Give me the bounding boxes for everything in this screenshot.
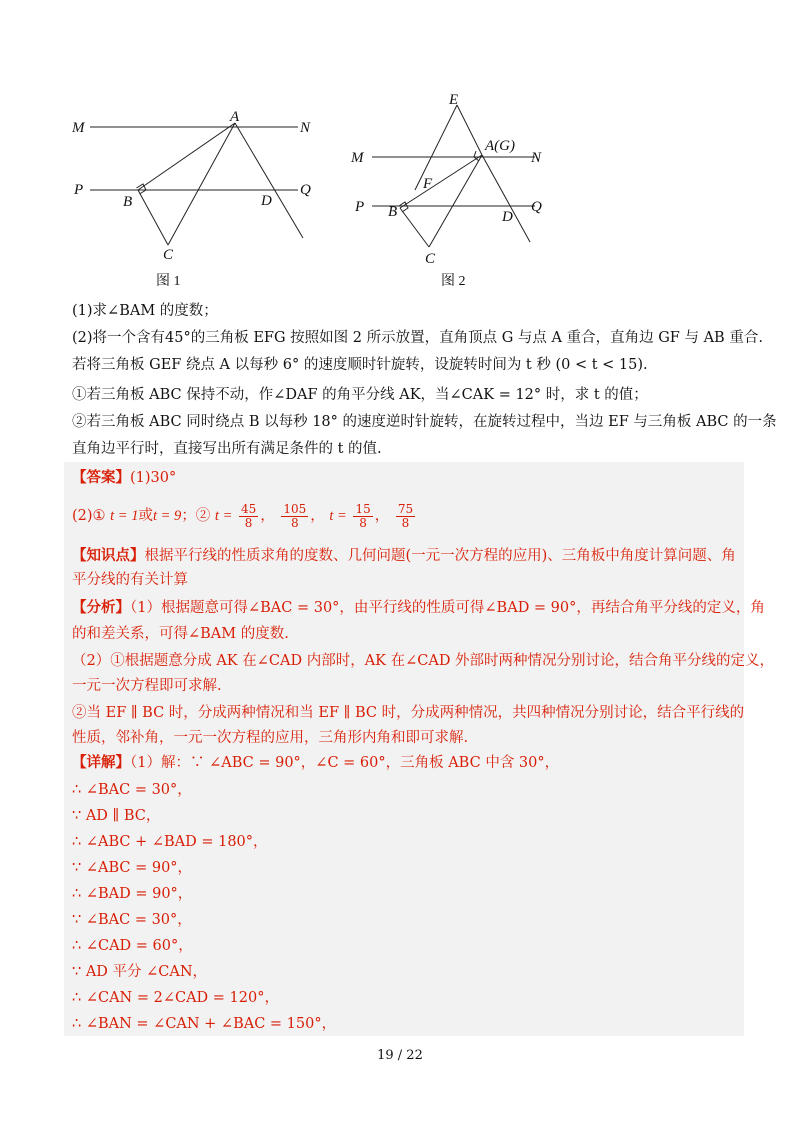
label-q-2: Q [531,199,542,215]
figure-2-svg [345,90,565,300]
knowledge-line-2: 平分线的有关计算 [72,572,188,588]
fraction-45-8: $\frac{45}{8}$ [240,501,257,530]
comma-2: ， [310,508,325,524]
page-number: 19 / 22 [377,1048,423,1063]
question-2-line-2: 若将三角板 GEF 绕点 A 以每秒 6° 的速度顺时针旋转，设旋转时间为 t 秒 (0 < t < 15). [72,357,648,373]
figure-1 [60,95,320,295]
question-2-line-1: (2)将一个含有45°的三角板 EFG 按照如图 2 所示放置，直角顶点 G 与点 A 重合，直角边 GF 与 AB 重合. [72,330,763,346]
answer-1: (1)30° [130,470,177,486]
analysis-line-2: 的和差关系，可得∠BAM 的度数. [72,626,289,642]
answer-t-1: t = 1 [110,508,139,524]
answer-2-mid: ；② [181,508,215,524]
knowledge-text-1: 根据平行线的性质求角的度数、几何问题(一元一次方程的应用)、三角板中角度计算问题、角 [144,548,736,564]
answer-line-1 [72,468,740,488]
label-m-2: M [351,150,364,166]
label-d-2: D [502,209,513,225]
answer-label: 【答案】 [72,469,130,486]
detail-step: ∴ ∠ABC + ∠BAD = 180°， [72,834,268,850]
answer-2-prefix: (2)① [72,508,111,524]
fraction-15-8: $\frac{15}{8}$ [355,501,371,530]
label-a: A [230,109,240,125]
label-b: B [123,194,133,210]
analysis-line-6: 性质，邻补角，一元一次方程的应用，三角形内角和即可求解. [72,730,469,746]
label-n-2: N [531,150,542,166]
label-p: P [74,182,84,198]
segment-bc-2 [400,208,429,247]
detail-step: ∵ AD 平分 ∠CAN， [72,964,208,980]
segment-eg [457,105,482,155]
analysis-line-5: ②当 EF ∥ BC 时，分成两种情况和当 EF ∥ BC 时，分成两种情况，共四种情况分别讨论，结合平行线的 [72,705,745,721]
segment-ca [168,123,235,245]
fraction-105-8: $\frac{105}{8}$ [283,501,307,530]
detail-step: ∴ ∠BAN = ∠CAN + ∠BAC = 150°， [72,1016,337,1032]
label-f-2: F [423,176,433,192]
detail-text-0: （1）解：∵ ∠ABC = 90°，∠C = 60°，三角板 ABC 中含 30°， [130,755,560,771]
detail-label: 【详解】 [72,754,130,771]
comma-1: ， [260,508,275,524]
label-n: N [300,120,311,136]
detail-step: ∵ ∠BAC = 30°， [72,912,192,928]
answer-t-9: t = 9 [152,508,182,524]
fraction-75-8: $\frac{75}{8}$ [397,501,414,530]
detail-line-0 [72,753,740,773]
caption-fig2: 图 2 [441,274,466,289]
question-2-part-1: ①若三角板 ABC 保持不动，作∠DAF 的角平分线 AK，当∠CAK = 12° 时，求 t 的值； [72,387,648,403]
answer-or: 或 [138,508,153,524]
label-p-2: P [355,199,365,215]
detail-step: ∵ ∠ABC = 90°， [72,860,193,876]
answer-line-2 [72,500,740,532]
question-1: (1)求∠BAM 的度数； [72,303,218,319]
detail-step: ∴ ∠BAD = 90°， [72,886,193,902]
segment-ef [415,105,457,190]
label-ag-2: A(G) [485,138,515,154]
segment-bc [138,190,168,245]
segment-ab [138,123,235,190]
knowledge-line-1 [72,546,740,566]
question-2-part-2-line-1: ②若三角板 ABC 同时绕点 B 以每秒 18° 的速度逆时针旋转，在旋转过程中，当边 EF 与三角板 ABC 的一条 [72,414,777,430]
figure-2 [345,90,565,300]
segment-ad-2 [482,155,530,242]
analysis-line-3: （2）①根据题意分成 AK 在∠CAD 内部时，AK 在∠CAD 外部时两种情况分别讨论，结合角平分线的定义， [72,653,775,669]
answer-t-eq: t = [214,508,233,524]
comma-3: ， [374,508,390,524]
detail-step: ∴ ∠BAC = 30°， [72,782,192,798]
detail-step: ∵ AD ∥ BC， [72,808,161,824]
label-q: Q [300,182,311,198]
knowledge-label: 【知识点】 [72,547,145,564]
detail-step: ∴ ∠CAD = 60°， [72,938,193,954]
caption-fig1: 图 1 [156,274,181,289]
analysis-line-1 [72,598,765,618]
label-c: C [163,247,174,263]
segment-ca-2 [429,155,482,247]
label-e-2: E [449,92,459,108]
label-c-2: C [425,251,436,267]
segment-ad [235,123,303,238]
label-d: D [261,193,272,209]
analysis-line-4: 一元一次方程即可求解. [72,678,222,694]
figure-1-svg [60,95,320,295]
analysis-label: 【分析】 [72,599,130,616]
detail-step: ∴ ∠CAN = 2∠CAD = 120°， [72,990,279,1006]
label-m: M [72,120,85,136]
analysis-text-1: （1）根据题意可得∠BAC = 30°，由平行线的性质可得∠BAD = 90°，再结合角平分线的定义，角 [130,600,765,616]
segment-ab-2 [400,155,482,208]
answer-t-eq-2: t = [329,508,347,524]
label-b-2: B [388,204,398,220]
question-2-part-2-line-2: 直角边平行时，直接写出所有满足条件的 t 的值. [72,441,382,457]
